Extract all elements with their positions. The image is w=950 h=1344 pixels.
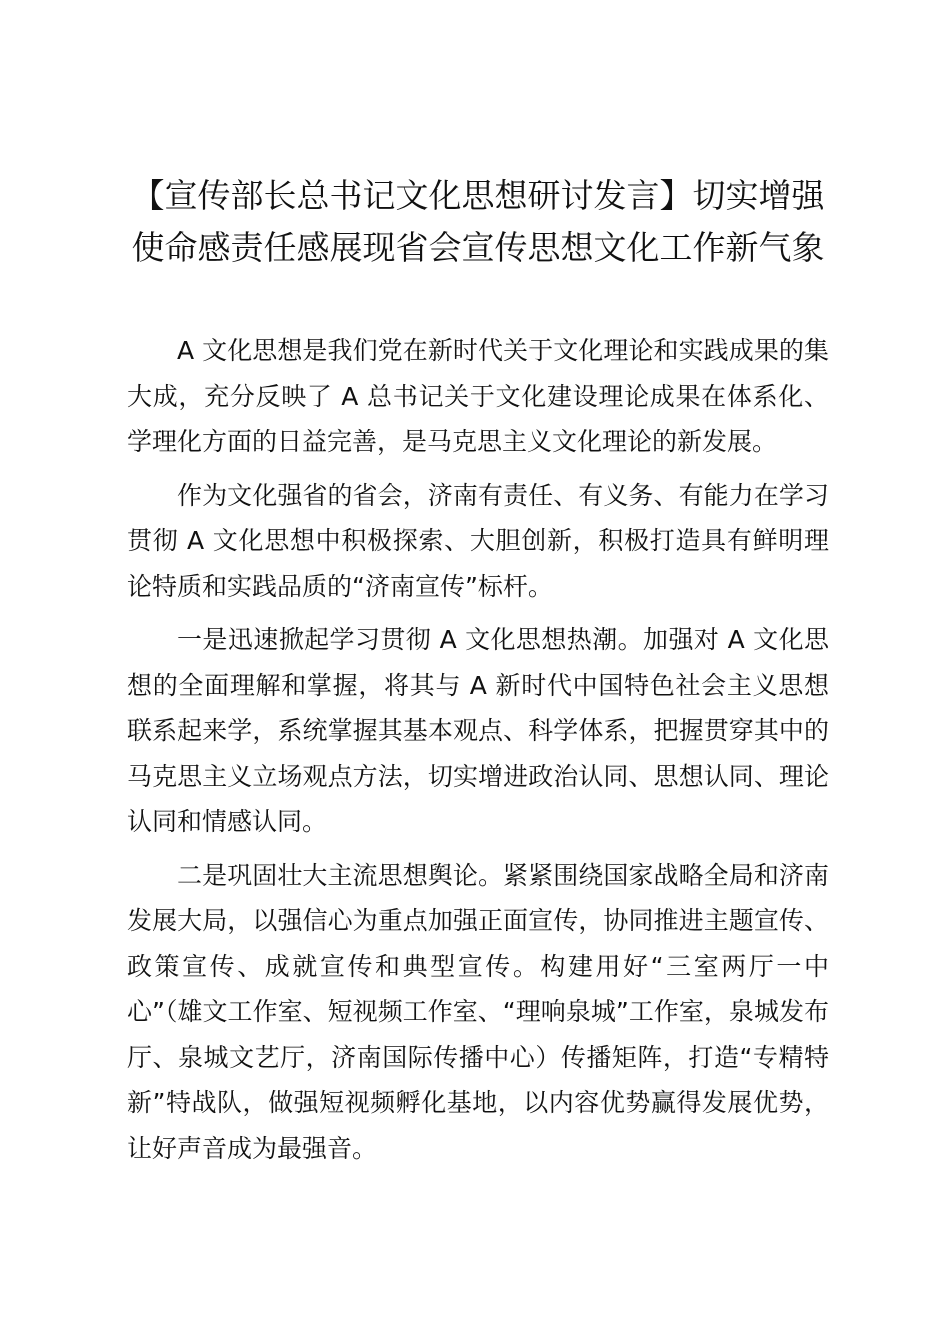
document-body bbox=[127, 328, 829, 1179]
paragraph-intro: A 文化思想是我们党在新时代关于文化理论和实践成果的集大成，充分反映了 A 总书记关于文化建设理论成果在体系化、学理化方面的日益完善，是马克思主义文化理论的新发展。 bbox=[127, 336, 829, 456]
paragraph-jinan-role: 作为文化强省的省会，济南有责任、有义务、有能力在学习贯彻 A 文化思想中积极探索、大胆创新，积极打造具有鲜明理论特质和实践品质的“济南宣传”标杆。 bbox=[127, 480, 829, 601]
paragraph-point-one: 一是迅速掀起学习贯彻 A 文化思想热潮。加强对 A 文化思想的全面理解和掌握，将其与 A 新时代中国特色社会主义思想联系起来学，系统掌握其基本观点、科学体系，把握贯穿其中的马克思主义立场观点方法，切实增进政治认同、思想认同、理论认同和情感认同。 bbox=[127, 625, 829, 836]
paragraph-point-two: 二是巩固壮大主流思想舆论。紧紧围绕国家战略全局和济南发展大局，以强信心为重点加强正面宣传，协同推进主题宣传、政策宣传、成就宣传和典型宣传。构建用好“三室两厅一中心”（雄文工作室、短视频工作室、“理响泉城”工作室，泉城发布厅、泉城文艺厅，济南国际传播中心）传播矩阵，打造“专精特新”特战队，做强短视频孵化基地，以内容优势赢得发展优势，让好声音成为最强音。 bbox=[127, 860, 829, 1163]
document-title: 【宣传部长总书记文化思想研讨发言】切实增强使命感责任感展现省会宣传思想文化工作新气象 bbox=[131, 176, 825, 267]
